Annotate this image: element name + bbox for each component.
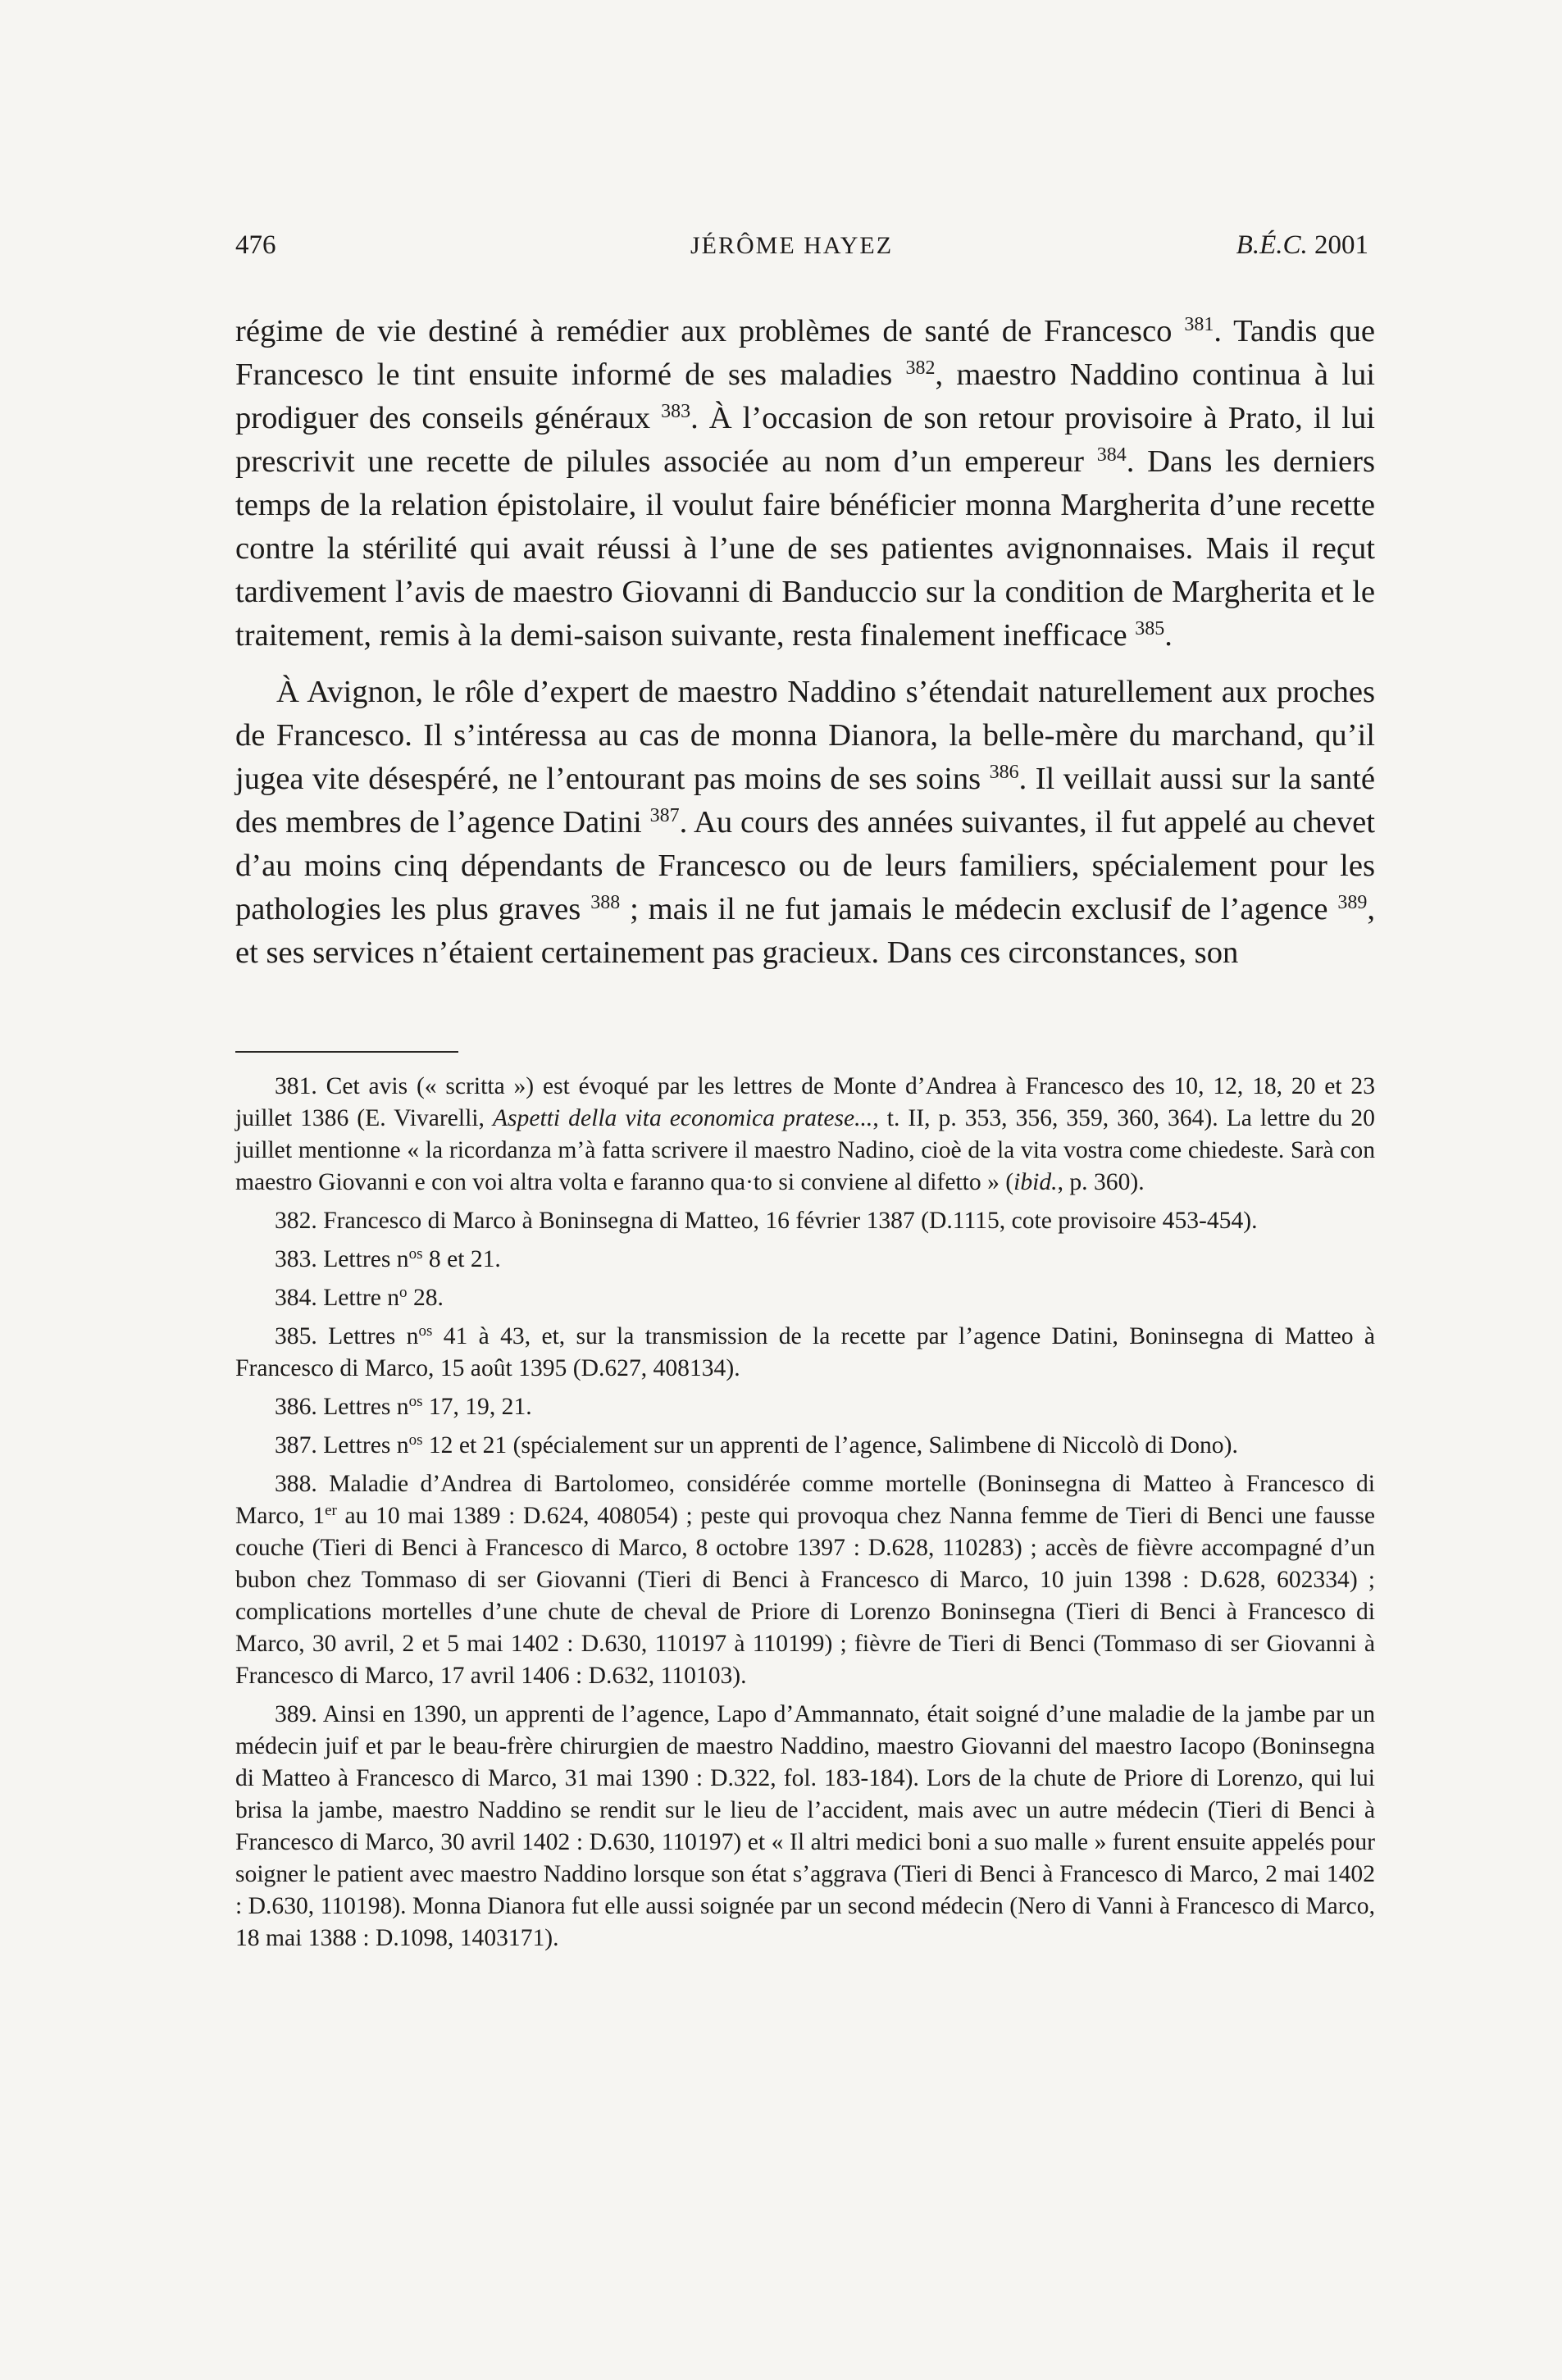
footnote-388	[235, 1468, 1375, 1692]
page-number: 476	[235, 230, 276, 260]
paragraph-text: régime de vie destiné à remédier aux problèmes de santé de Francesco	[235, 314, 1185, 348]
footnote-number: 388.	[275, 1471, 317, 1497]
footnote-ref: 388	[590, 892, 621, 913]
footnote-text: 8 et 21.	[422, 1246, 501, 1272]
footnote-383	[235, 1244, 1375, 1276]
footnote-text: Lettres n	[323, 1246, 409, 1272]
footnote-text: 17, 19, 21.	[422, 1394, 532, 1420]
footnote-text: Lettres n	[328, 1323, 419, 1349]
footnote-text: Francesco di Marco à Boninsegna di Matteo, 16 février 1387 (D.1115, cote provisoire 453-454).	[323, 1208, 1258, 1234]
footnote-superscript: er	[325, 1502, 337, 1519]
footnote-number: 386.	[275, 1394, 317, 1420]
footnote-superscript: o	[399, 1284, 408, 1301]
footnote-387	[235, 1430, 1375, 1462]
footnote-ref: 389	[1337, 892, 1368, 913]
running-header	[235, 230, 1368, 271]
footnote-superscript: os	[418, 1322, 433, 1340]
footnote-italic: ibid.	[1013, 1169, 1058, 1195]
main-text	[235, 310, 1375, 975]
paragraph-2	[235, 671, 1375, 975]
footnote-text: Lettres n	[323, 1432, 409, 1458]
footnote-text: Cet avis (« scritta ») est évoqué par les lettres de Monte d’Andrea à Francesco des 10, 12, 18, 20 et 23 juillet 1386 (E. Vivarelli,	[235, 1073, 1375, 1131]
footnote-number: 385.	[275, 1323, 317, 1349]
running-header-author: JÉRÔME HAYEZ	[690, 232, 894, 259]
footnote-separator	[235, 1051, 458, 1053]
footnote-number: 383.	[275, 1246, 317, 1272]
footnote-ref: 387	[649, 805, 680, 826]
footnote-382	[235, 1205, 1375, 1237]
footnote-text: Ainsi en 1390, un apprenti de l’agence, Lapo d’Ammannato, était soigné d’une maladie de la jambe par un médecin juif et par le beau-frère chirurgien de maestro Naddino, maestro Giovanni del maestro Iacopo (Boninsegna di Matteo à Francesco di Marco, 31 mai 1390 : D.322, fol. 183-184). Lors de la chute de Priore di Lorenzo, qui lui brisa la jambe, maestro Naddino se rendit sur le lieu de l’accident, mais avec un autre médecin (Tieri di Benci à Francesco di Marco, 30 avril 1402 : D.630, 110197) et « Il altri medici boni a suo malle » furent ensuite appelés pour soigner le patient avec maestro Naddino lorsque son état s’aggrava (Tieri di Benci à Francesco di Marco, 2 mai 1402 : D.630, 110198). Monna Dianora fut elle aussi soignée par un second médecin (Nero di Vanni à Francesco di Marco, 18 mai 1388 : D.1098, 1403171).	[235, 1701, 1376, 1951]
footnote-381	[235, 1071, 1375, 1199]
footnote-384	[235, 1282, 1375, 1314]
footnote-number: 382.	[275, 1208, 317, 1234]
footnote-389	[235, 1699, 1375, 1955]
footnote-number: 384.	[275, 1285, 317, 1311]
journal-abbreviation: B.É.C.	[1236, 230, 1308, 260]
footnote-text: 28.	[407, 1285, 444, 1311]
paragraph-text: ; mais il ne fut jamais le médecin exclusif de l’agence	[620, 892, 1338, 926]
paragraph-text: . Au cours des années suivantes, il fut appelé au chevet d’au moins cinq dépendants de Francesco ou de leurs familiers, spécialement pour les pathologies les plus graves	[235, 805, 1376, 926]
footnotes	[235, 1071, 1375, 1961]
paragraph-text: , maestro Naddino continua à lui prodiguer des conseils généraux	[235, 357, 1375, 435]
running-header-journal	[1236, 230, 1368, 261]
footnote-385	[235, 1321, 1375, 1385]
footnote-text: 12 et 21 (spécialement sur un apprenti de l’agence, Salimbene di Niccolò di Dono).	[422, 1432, 1238, 1458]
footnote-number: 389.	[275, 1701, 317, 1727]
footnote-superscript: os	[408, 1393, 423, 1410]
footnote-number: 387.	[275, 1432, 317, 1458]
footnote-386	[235, 1391, 1375, 1423]
footnote-text: Lettre n	[323, 1285, 400, 1311]
footnote-ref: 385	[1135, 618, 1165, 639]
footnote-superscript: os	[408, 1245, 423, 1263]
paragraph-text: . Il veillait aussi sur la santé des membres de l’agence Datini	[235, 762, 1375, 840]
paragraph-1	[235, 310, 1375, 658]
footnote-ref: 382	[905, 357, 936, 379]
paragraph-text: . À l’occasion de son retour provisoire à Prato, il lui prescrivit une recette de pilules associée au nom d’un empereur	[235, 401, 1375, 479]
footnote-text: Maladie d’Andrea di Bartolomeo, considérée comme mortelle (Boninsegna di Matteo à Francesco di Marco, 1	[235, 1471, 1375, 1529]
paragraph-text: , et ses services n’étaient certainement pas gracieux. Dans ces circonstances, son	[235, 892, 1375, 970]
paragraph-text: À Avignon, le rôle d’expert de maestro Naddino s’étendait naturellement aux proches de Francesco. Il s’intéressa au cas de monna Dianora, la belle-mère du marchand, qu’il jugea vite désespéré, ne l’entourant pas moins de ses soins	[235, 675, 1375, 796]
footnote-ref: 386	[989, 762, 1019, 783]
footnote-text: , p. 360).	[1057, 1169, 1145, 1195]
footnote-text: Lettres n	[323, 1394, 409, 1420]
footnote-italic: Aspetti della vita economica pratese...	[492, 1105, 873, 1131]
footnote-text: , t. II, p. 353, 356, 359, 360, 364). La lettre du 20 juillet mentionne « la ricordanza m’à fatta scrivere il maestro Nadino, cioè de la vita vostra come chiedeste. Sarà con maestro Giovanni e con voi altra volta e faranno qua·to si conviene al difetto » (	[235, 1105, 1375, 1195]
paragraph-text: .	[1164, 618, 1173, 653]
footnote-text: 41 à 43, et, sur la transmission de la recette par l’agence Datini, Boninsegna di Matteo à Francesco di Marco, 15 août 1395 (D.627, 408134).	[235, 1323, 1375, 1381]
journal-year: 2001	[1314, 230, 1368, 260]
footnote-ref: 384	[1096, 444, 1127, 466]
footnote-ref: 381	[1184, 314, 1214, 335]
footnote-number: 381.	[275, 1073, 317, 1099]
footnote-ref: 383	[661, 401, 691, 422]
paragraph-text: . Dans les derniers temps de la relation épistolaire, il voulut faire bénéficier monna Margherita d’une recette contre la stérilité qui avait réussi à l’une de ses patientes avignonnaises. Mais il reçut tardivement l’avis de maestro Giovanni di Banduccio sur la condition de Margherita et le traitement, remis à la demi-saison suivante, resta finalement inefficace	[235, 444, 1375, 653]
footnote-text: au 10 mai 1389 : D.624, 408054) ; peste qui provoqua chez Nanna femme de Tieri di Benci une fausse couche (Tieri di Benci à Francesco di Marco, 8 octobre 1397 : D.628, 110283) ; accès de fièvre accompagné d’un bubon chez Tommaso di ser Giovanni (Tieri di Benci à Francesco di Marco, 10 juin 1398 : D.628, 602334) ; complications mortelles d’une chute de cheval de Priore di Lorenzo Boninsegna (Tieri di Benci à Francesco di Marco, 30 avril, 2 et 5 mai 1402 : D.630, 110197 à 110199) ; fièvre de Tieri di Benci (Tommaso di ser Giovanni à Francesco di Marco, 17 avril 1406 : D.632, 110103).	[235, 1503, 1375, 1689]
paragraph-text: . Tandis que Francesco le tint ensuite informé de ses maladies	[235, 314, 1375, 392]
footnote-superscript: os	[408, 1431, 423, 1449]
